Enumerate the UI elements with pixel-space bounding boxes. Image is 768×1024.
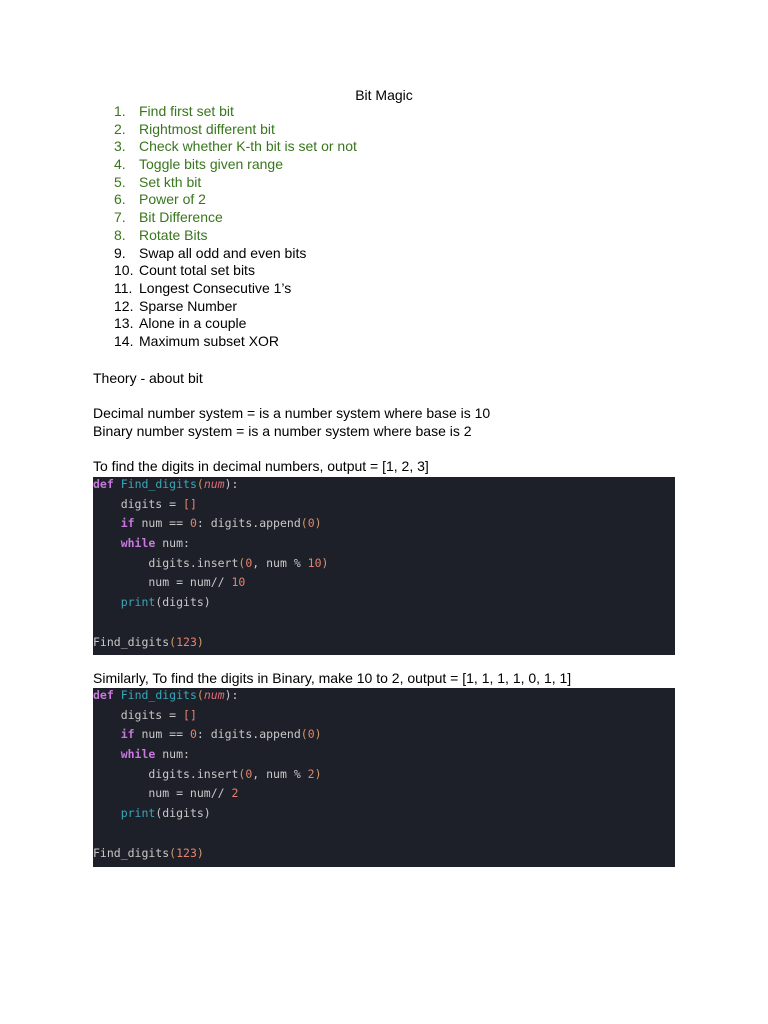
code-line (93, 786, 675, 806)
code-parameter: num (203, 688, 225, 702)
list-label: Swap all odd and even bits (139, 244, 307, 261)
code-line (93, 556, 675, 576)
binary-definition: Binary number system = is a number system where base is 2 (93, 423, 472, 439)
code-keyword: def (93, 477, 114, 491)
code-number: 2 (231, 786, 239, 801)
code-number: 0 (245, 766, 253, 781)
code-text: , num % (252, 766, 308, 781)
code-keyword: if (120, 727, 135, 742)
list-label: Toggle bits given range (139, 156, 283, 173)
list-label: Longest Consecutive 1’s (139, 279, 292, 296)
list-number: 6. (114, 191, 126, 208)
list-label: Count total set bits (139, 262, 255, 279)
list-item (114, 191, 357, 209)
list-label: Check whether K-th bit is set or not (139, 138, 357, 155)
code-line (93, 477, 675, 497)
code-punctuation: ) (314, 766, 322, 781)
code-parameter: num (203, 477, 225, 491)
code-punctuation: ) (314, 516, 322, 531)
page-title: Bit Magic (355, 87, 413, 103)
decimal-intro: To find the digits in decimal numbers, output = [1, 2, 3] (93, 458, 429, 474)
code-number: 0 (245, 555, 253, 570)
code-line (93, 575, 675, 595)
list-item (114, 121, 357, 139)
code-punctuation: ) (321, 555, 329, 570)
list-number: 12. (114, 297, 134, 314)
code-line (93, 846, 675, 866)
binary-intro: Similarly, To find the digits in Binary, make 10 to 2, output = [1, 1, 1, 1, 0, 1, 1] (93, 670, 572, 686)
code-punctuation: ( (196, 477, 204, 491)
code-line (93, 688, 675, 708)
code-keyword: def (93, 688, 114, 702)
code-line (93, 727, 675, 747)
code-text: (digits) (155, 595, 211, 610)
list-label: Bit Difference (139, 209, 223, 226)
code-keyword: while (120, 536, 156, 551)
code-line (93, 497, 675, 517)
code-text: Find_digits (93, 634, 170, 649)
list-number: 10. (114, 262, 134, 279)
list-label: Sparse Number (139, 297, 238, 314)
code-punctuation: ( (300, 516, 308, 531)
code-block-decimal (93, 477, 675, 655)
code-line (93, 708, 675, 728)
list-label: Alone in a couple (139, 315, 247, 332)
list-item (114, 209, 357, 227)
list-label: Rightmost different bit (139, 120, 275, 137)
code-text: , num % (252, 555, 308, 570)
list-label: Maximum subset XOR (139, 332, 280, 349)
list-label: Set kth bit (139, 173, 202, 190)
code-punctuation: ( (196, 688, 204, 702)
code-text: digits.insert (93, 766, 239, 781)
code-text: num: (155, 747, 190, 762)
list-number: 14. (114, 332, 134, 349)
code-number: 0 (307, 516, 315, 531)
code-literal: [] (183, 496, 197, 511)
code-text: num == (134, 516, 190, 531)
theory-heading: Theory - about bit (93, 370, 203, 386)
code-number: 0 (307, 727, 315, 742)
list-item (114, 298, 357, 316)
code-punctuation: ( (238, 555, 246, 570)
code-builtin: print (120, 806, 156, 821)
code-number: 10 (231, 575, 246, 590)
code-text: Find_digits (93, 845, 170, 860)
list-number: 1. (114, 103, 126, 119)
code-literal: [] (183, 707, 197, 722)
topic-list (114, 103, 357, 351)
list-label: Rotate Bits (139, 226, 208, 243)
list-item (114, 262, 357, 280)
list-item (114, 227, 357, 245)
list-item (114, 245, 357, 263)
code-number: 10 (307, 555, 322, 570)
code-punctuation: ) (196, 634, 204, 649)
code-line (93, 536, 675, 556)
list-item (114, 103, 357, 121)
code-number: 2 (307, 766, 315, 781)
list-number: 7. (114, 209, 126, 226)
code-punctuation: ( (169, 845, 177, 860)
code-text: digits.insert (93, 555, 239, 570)
code-text: digits = (93, 496, 184, 511)
list-number: 3. (114, 138, 126, 155)
list-item (114, 315, 357, 333)
code-number: 0 (189, 727, 197, 742)
code-text: num = num// (93, 575, 232, 590)
code-punctuation: ) (196, 845, 204, 860)
list-label: Find first set bit (139, 103, 234, 119)
code-function-name: Find_digits (120, 477, 197, 491)
code-line (93, 767, 675, 787)
list-number: 8. (114, 226, 126, 243)
code-blank-line (93, 615, 675, 635)
list-number: 4. (114, 156, 126, 173)
decimal-definition: Decimal number system = is a number system where base is 10 (93, 405, 491, 421)
code-punctuation: ( (169, 634, 177, 649)
list-item (114, 138, 357, 156)
code-punctuation: ): (224, 688, 239, 702)
code-number: 123 (176, 845, 197, 860)
list-number: 11. (114, 279, 133, 296)
code-keyword: while (120, 747, 156, 762)
code-punctuation: ) (314, 727, 322, 742)
list-number: 9. (114, 244, 126, 261)
code-punctuation: ( (238, 766, 246, 781)
list-number: 13. (114, 315, 134, 332)
code-line (93, 595, 675, 615)
code-line (93, 516, 675, 536)
code-builtin: print (120, 595, 156, 610)
code-line (93, 747, 675, 767)
list-number: 5. (114, 173, 126, 190)
list-label: Power of 2 (139, 191, 206, 208)
code-line (93, 806, 675, 826)
list-item (114, 333, 357, 351)
code-blank-line (93, 826, 675, 846)
list-item (114, 280, 357, 298)
list-item (114, 156, 357, 174)
code-text: (digits) (155, 806, 211, 821)
code-punctuation: ): (224, 477, 239, 491)
code-number: 0 (189, 516, 197, 531)
code-text: num = num// (93, 786, 232, 801)
code-number: 123 (176, 634, 197, 649)
code-block-binary (93, 688, 675, 867)
code-text: num == (134, 727, 190, 742)
code-keyword: if (120, 516, 135, 531)
code-function-name: Find_digits (120, 688, 197, 702)
list-item (114, 174, 357, 192)
code-text: num: (155, 536, 190, 551)
code-text: : digits.append (196, 727, 301, 742)
code-text: : digits.append (196, 516, 301, 531)
code-text: digits = (93, 707, 184, 722)
code-line (93, 635, 675, 655)
list-number: 2. (114, 120, 126, 137)
code-punctuation: ( (300, 727, 308, 742)
